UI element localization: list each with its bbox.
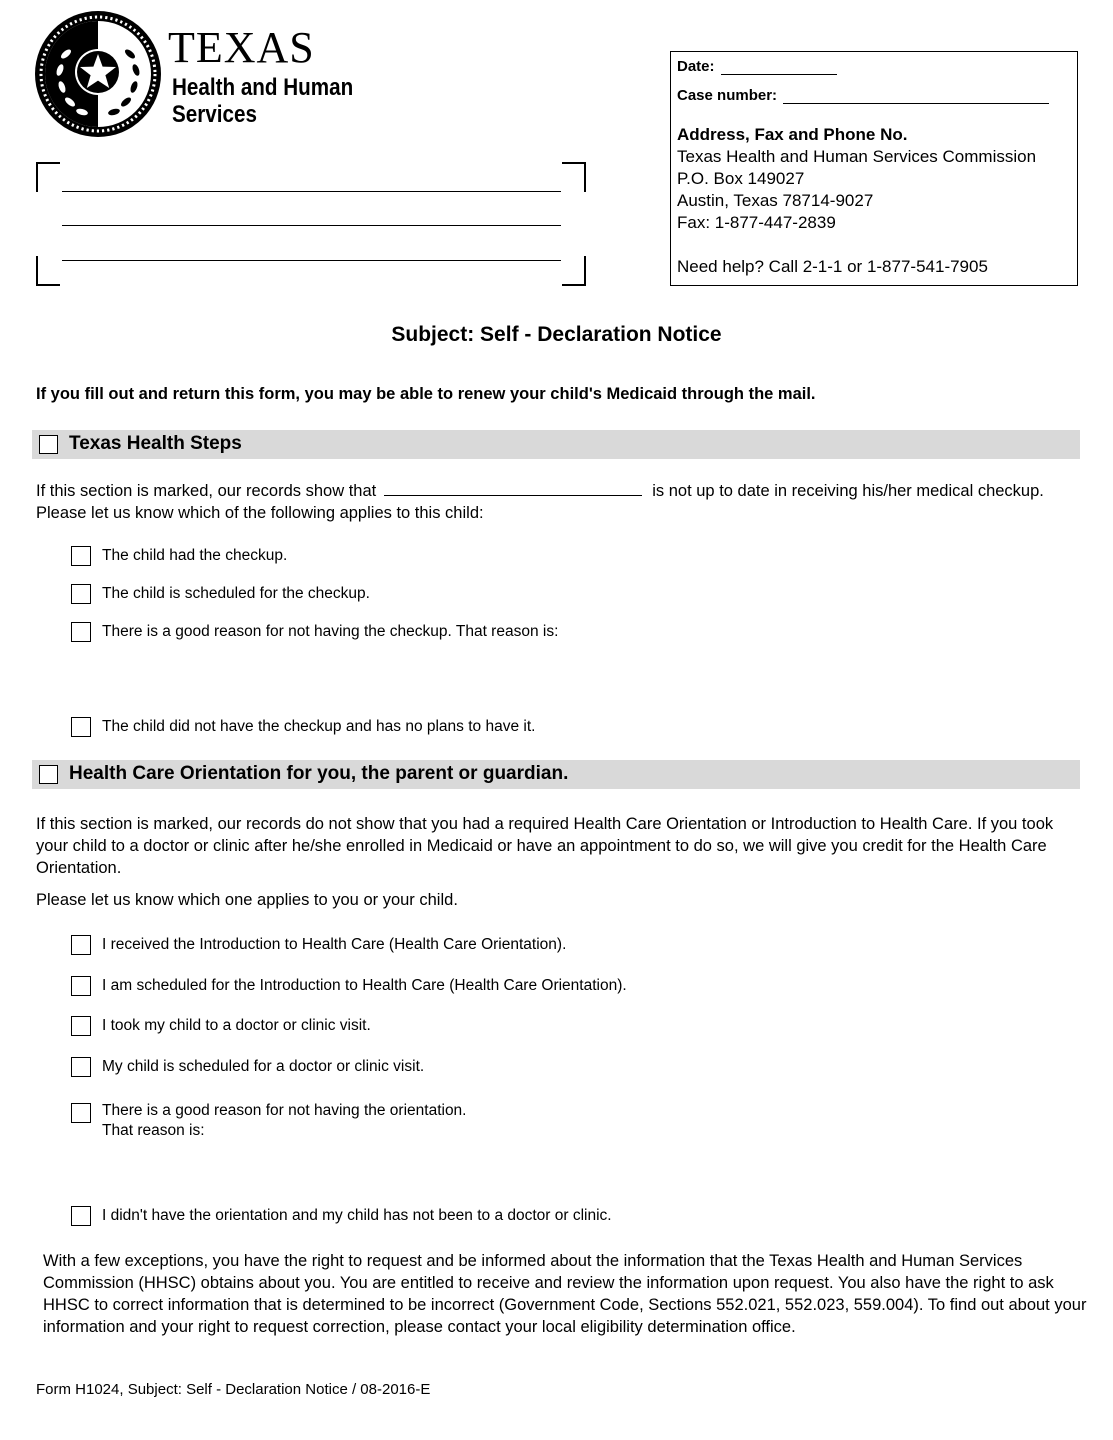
- address-heading: Address, Fax and Phone No.: [677, 125, 908, 144]
- section-1-paragraph: [36, 479, 1086, 524]
- frame-corner: [562, 256, 586, 286]
- option-good-reason-orientation[interactable]: [71, 1101, 467, 1141]
- option-label: There is a good reason for not having the checkup. That reason is:: [102, 623, 559, 640]
- date-row: [677, 58, 1071, 75]
- section-header-health-care-orientation: [32, 760, 1080, 789]
- case-number-label: Case number:: [677, 87, 778, 104]
- checkbox[interactable]: [71, 1057, 91, 1077]
- option-scheduled-orientation[interactable]: [71, 976, 627, 996]
- option-child-scheduled-doctor[interactable]: [71, 1057, 424, 1077]
- section-checkbox-texas-health-steps[interactable]: [39, 435, 58, 454]
- frame-corner: [562, 162, 586, 192]
- option-scheduled-checkup[interactable]: [71, 584, 370, 604]
- option-label: [102, 1101, 467, 1141]
- date-label: Date:: [677, 58, 715, 75]
- page-title: Subject: Self - Declaration Notice: [391, 323, 722, 346]
- section-2-prompt: Please let us know which one applies to you or your child.: [36, 891, 458, 909]
- section-header-texas-health-steps: [32, 430, 1080, 459]
- logo-title: TEXAS: [168, 23, 315, 72]
- recipient-address-line-1[interactable]: [62, 191, 561, 192]
- intro-text: If you fill out and return this form, you may be able to renew your child's Medicaid through the mail.: [36, 385, 816, 403]
- address-line: P.O. Box 149027: [677, 169, 805, 188]
- help-line: Need help? Call 2-1-1 or 1-877-541-7905: [677, 257, 988, 276]
- option-no-orientation[interactable]: [71, 1206, 612, 1226]
- option-label: I took my child to a doctor or clinic visit.: [102, 1017, 371, 1034]
- option-label: I am scheduled for the Introduction to Health Care (Health Care Orientation).: [102, 977, 627, 994]
- checkbox[interactable]: [71, 1016, 91, 1036]
- checkbox[interactable]: [71, 976, 91, 996]
- address-line: Texas Health and Human Services Commission: [677, 147, 1037, 166]
- option-label: I received the Introduction to Health Care (Health Care Orientation).: [102, 936, 567, 953]
- option-received-orientation[interactable]: [71, 935, 566, 955]
- checkbox[interactable]: [71, 584, 91, 604]
- option-took-child-doctor[interactable]: [71, 1016, 371, 1036]
- texas-state-seal-icon: [34, 10, 162, 138]
- section-checkbox-health-care-orientation[interactable]: [39, 765, 58, 784]
- option-no-checkup[interactable]: [71, 717, 535, 737]
- checkbox[interactable]: [71, 1206, 91, 1226]
- option-label: I didn't have the orientation and my child has not been to a doctor or clinic.: [102, 1207, 612, 1224]
- form-id: Form H1024, Subject: Self - Declaration Notice / 08-2016-E: [36, 1381, 431, 1398]
- paragraph-text: If this section is marked, our records show that: [36, 482, 377, 500]
- section-heading: Texas Health Steps: [69, 433, 242, 454]
- section-heading: Health Care Orientation for you, the parent or guardian.: [69, 763, 569, 784]
- date-field[interactable]: [721, 60, 837, 75]
- child-name-field[interactable]: [384, 479, 642, 496]
- option-label: My child is scheduled for a doctor or clinic visit.: [102, 1058, 425, 1075]
- paragraph-text: is not up to date in receiving his/her medical checkup. Please let us know which of the following applies to this child:: [36, 482, 1044, 522]
- office-info-box: [670, 51, 1078, 286]
- checkbox[interactable]: [71, 935, 91, 955]
- checkbox[interactable]: [71, 1103, 91, 1123]
- option-good-reason-checkup[interactable]: [71, 622, 558, 642]
- option-had-checkup[interactable]: [71, 546, 287, 566]
- section-2-paragraph: If this section is marked, our records do not show that you had a required Health Care Orientation or Introduction to Health Care. If you took your child to a doctor or clinic after he/she enrolled in Medicaid or have an appointment to do so, we will give you credit for the Health Care Orientation.: [36, 815, 1054, 877]
- option-label-line2: That reason is:: [102, 1122, 205, 1139]
- office-address: [677, 124, 1071, 278]
- option-label: The child did not have the checkup and has no plans to have it.: [102, 718, 536, 735]
- recipient-address-block: [36, 162, 586, 286]
- case-number-row: [677, 87, 1071, 104]
- recipient-address-line-2[interactable]: [62, 225, 561, 226]
- logo-subtitle-line2: Services: [172, 101, 257, 128]
- case-number-field[interactable]: [783, 89, 1049, 104]
- option-label: The child is scheduled for the checkup.: [102, 585, 370, 602]
- checkbox[interactable]: [71, 717, 91, 737]
- checkbox[interactable]: [71, 546, 91, 566]
- logo-subtitle-line1: Health and Human: [172, 74, 354, 101]
- frame-corner: [36, 256, 60, 286]
- frame-corner: [36, 162, 60, 192]
- checkbox[interactable]: [71, 622, 91, 642]
- address-line: Austin, Texas 78714-9027: [677, 191, 874, 210]
- option-label-line1: There is a good reason for not having the orientation.: [102, 1102, 467, 1119]
- privacy-notice: With a few exceptions, you have the right to request and be informed about the information that the Texas Health and Human Services Commission (HHSC) obtains about you. You are entitled to receive and review the information upon request. You also have the right to ask HHSC to correct information that is determined to be incorrect (Government Code, Sections 552.021, 552.023, 559.004). To find out about your information and your right to request correction, please contact your local eligibility determination office.: [43, 1252, 1087, 1336]
- option-label: The child had the checkup.: [102, 547, 288, 564]
- logo-subtitle: [172, 74, 353, 128]
- fax-line: Fax: 1-877-447-2839: [677, 213, 836, 232]
- recipient-address-line-3[interactable]: [62, 260, 561, 261]
